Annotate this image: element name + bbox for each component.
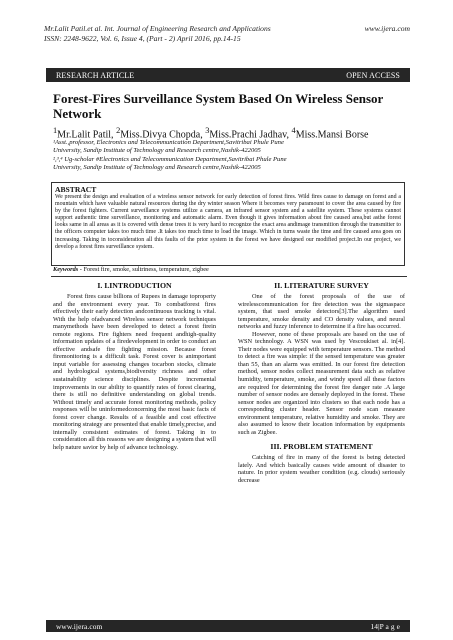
page-number: 14|P a g e (370, 621, 400, 631)
abstract-text: We present the design and evaluation of a wireless sensor network for early detection of forest fires. Wild fires cause to damage on forest and a mountain which have valuable natural resources during the dry winter season Where it becomes very paramount to cover the area caused by fire by the forest fighters. Current surveillance systems utilize a camera, an infrared sensor system and a satellite system. These systems cannot support authentic time surveillance, monitoring and automatic alarm. Even though it gives information about fire caused area,but asthe forest looks same in all areas as it is covered with dense trees it is very hard to recognize the exact area andimage transmition through the transmitter to the officers computer takes too much time .It takes too much time to load the image. Which in turns waste the time and fire caused area goes on increasing. Taking in toconsideration all this faults of the prior system in the forest we have designed our modified project.In our project, we develop a forest fires surveillance system. (55, 194, 401, 250)
author-sup: 2 (116, 126, 121, 135)
footer-website[interactable]: www.ijera.com (56, 621, 103, 631)
literature-paragraph-1: One of the forest proposals of the use of wirelesscommunication for fire detection was the sigmaspace system, that used smoke detectors[3].The algorithm used temperature, smoke density and CO density values, and neural networks and fuzzy inference to determine if a fire has occurred. (238, 293, 405, 331)
affiliation-line: University, Sandip Institute of Technology and Research centre,Nashik-422005 (53, 147, 261, 155)
keywords-text: - Forest fire, smoke, sultriness, temperature, zigbee (78, 266, 209, 273)
issn-line: ISSN: 2248-9622, Vol. 6, Issue 4, (Part - 2) April 2016, pp.14-15 (44, 34, 241, 43)
affiliation-line: University, Sandip Institute of Technology and Research centre,Nashik-422005 (53, 164, 261, 172)
research-article-label: RESEARCH ARTICLE (56, 70, 135, 80)
literature-paragraph-2: However, none of these proposals are based on the use of WSN technology. A WSN was used by Vescoukiset al. in[4]. Their nodes were equipped with temperature sensors. The method to detect a fire was simple: if the sensed temperature was greater than 55, than an alarm was emitted. In our forest fire detection method, sensor nodes collect measurement data such as relative humidity, temperature, smoke, and windy speed all these factors are required for determining the forest fire danger rate .A large number of sensor nodes are densely deployed in the forest. These sensor nodes are organized into clusters so that each node has a corresponding cluster header. Sensor node scan measure environment temperature, relative humidity and smoke. They are also assumed to know their location information by equipments such as Zigbee. (238, 330, 405, 436)
affiliation-line: ¹Asst.,professor, Electronics and Telecommunication Department,Savitribai Phule Pune (53, 139, 284, 146)
abstract-box (51, 182, 405, 266)
running-header (44, 24, 410, 44)
author-sup: 4 (291, 126, 296, 135)
affiliation-line: ²,³,⁴ Ug-scholar #Electronics and Telecommunication Department,Savitribai Phule Pune (53, 155, 287, 163)
abstract-heading: ABSTRACT (55, 185, 97, 194)
literature-survey-heading: II. LITERATURE SURVEY (274, 281, 369, 290)
author-name: Miss.Prachi Jadhav, (209, 129, 292, 141)
author-sup: 1 (53, 126, 58, 135)
author-name: Mr.Lalit Patil, (57, 129, 117, 141)
introduction-heading: I. I.INTRODUCTION (97, 281, 172, 290)
section-divider (51, 276, 407, 277)
left-column (53, 281, 216, 611)
open-access-label: OPEN ACCESS (346, 70, 400, 80)
keywords-label: Keywords (53, 266, 79, 273)
problem-statement-paragraph: Catching of fire in many of the forest is being detected lately. And which basically causes wide amount of disaster to nature. In prior system weather condition (e.g. clouds) seriously decrease (238, 454, 405, 485)
author-name: Miss.Mansi Borse (295, 129, 369, 141)
author-sup: 3 (205, 126, 210, 135)
article-type-band (46, 68, 410, 82)
paper-title: Forest-Fires Surveillance System Based On Wireless Sensor Network (53, 91, 384, 121)
journal-website[interactable]: www.ijera.com (364, 24, 410, 33)
journal-citation: Mr.Lalit Patil.et al. Int. Journal of Engineering Research and Applications (44, 24, 271, 33)
introduction-paragraph: Forest fires cause billions of Rupees in damage toproperty and the environment every year. To combatforest fires effectively their early detection andcontinuous tracking is vital. With the help ofadvanced Wireless sensor network techniques manymethods have been developed to detect a forest firein remote regions. Fire fighters need frequent andhigh-quality information updates of a firedevelopment in order to conduct an effective andsafe fire fighting mission. Because forest firemonitoring is a difficult task. Forest cover is animportant input variable for assessing changes tocarbon stocks, climate and hydrological systems,biodiversity richness and other sustainability science disciplines. Despite incremental improvements in our ability to quantify rates of forest clearing, there is still no definitive understanding on global trends. Without timely and accurate forest monitoring methods, policy responses will be uninformedconcerning the most basic facts of forest cover change. Results of a feasible and cost effective monitoring strategy are presented that enable timely,precise, and internally consistent estimates of forest. Taking in to consideration all this reasons we are designing a system that will help nature savior by help of advance technology. (53, 293, 216, 451)
keywords-line (53, 266, 405, 274)
page-footer-band (46, 620, 410, 632)
problem-statement-heading: III. PROBLEM STATEMENT (270, 442, 373, 452)
author-name: Miss.Divya Chopda, (120, 129, 206, 141)
right-column (238, 281, 405, 611)
affiliations (53, 139, 408, 173)
